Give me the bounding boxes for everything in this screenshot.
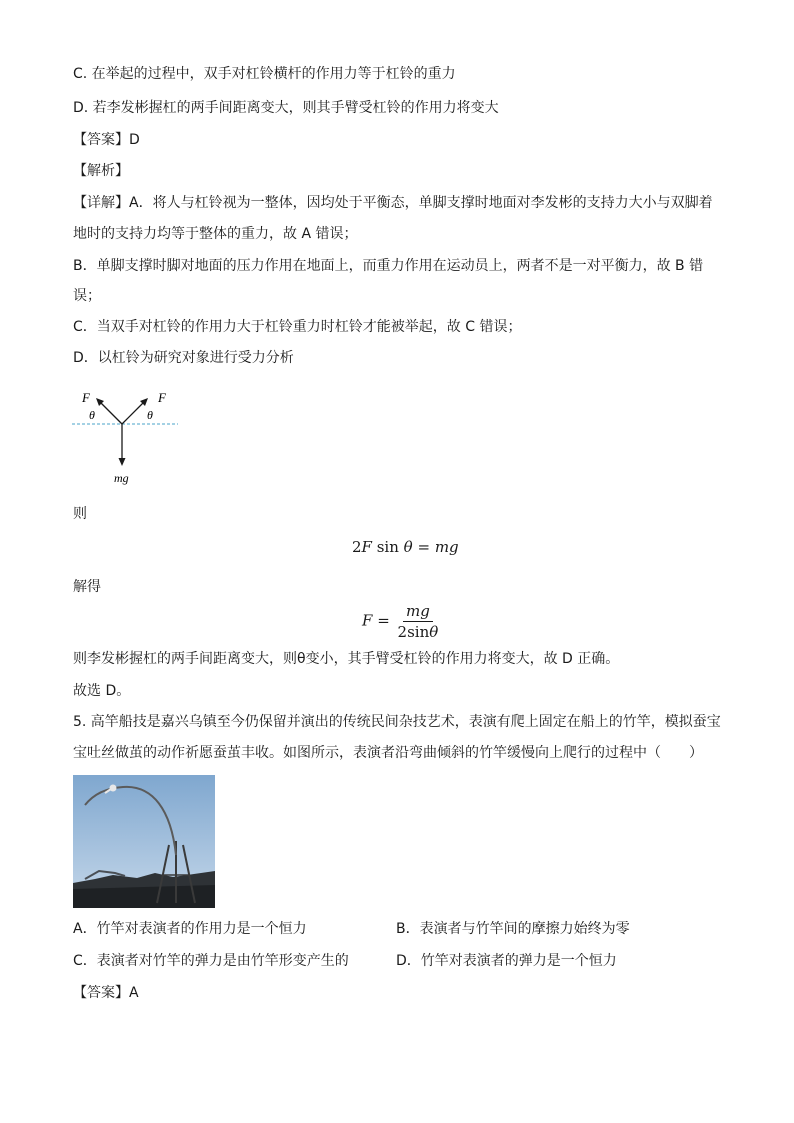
force-diagram — [70, 385, 190, 490]
choose-line: 故选 D。 — [73, 683, 131, 699]
right-angle-label: θ — [147, 408, 153, 422]
solve-label: 解得 — [73, 579, 101, 595]
option-a: A．竹竿对表演者的作用力是一个恒力 — [73, 921, 307, 937]
left-force-label: F — [82, 390, 90, 405]
option-d-line: D. 若李发彬握杠的两手间距离变大，则其手臂受杠铃的作用力将变大 — [73, 100, 499, 116]
detail-a-line-1: 【详解】A．将人与杠铃视为一整体，因均处于平衡态，单脚支撑时地面对李发彬的支持力大小与双脚着 — [73, 195, 713, 211]
equation-solution: F = $\frac{mg}{2\sin\theta}$ — [362, 602, 439, 641]
left-force-arrow — [99, 401, 122, 424]
equation-balance: 2F sin θ = mg — [352, 538, 459, 556]
answer-label-2: 【答案】A — [73, 985, 139, 1001]
option-c-line: C. 在举起的过程中，双手对杠铃横杆的作用力等于杠铃的重力 — [73, 66, 456, 82]
then-label: 则 — [73, 506, 87, 522]
option-d: D．竹竿对表演者的弹力是一个恒力 — [396, 953, 617, 969]
weight-arrowhead — [119, 458, 126, 466]
detail-c-line: C．当双手对杠铃的作用力大于杠铃重力时杠铃才能被举起，故 C 错误； — [73, 319, 522, 335]
answer-label: 【答案】D — [73, 132, 140, 148]
detail-a-line-2: 地时的支持力均等于整体的重力，故 A 错误； — [73, 226, 358, 242]
detail-b-line-2: 误； — [73, 288, 101, 304]
option-b: B．表演者与竹竿间的摩擦力始终为零 — [396, 921, 630, 937]
option-c: C．表演者对竹竿的弹力是由竹竿形变产生的 — [73, 953, 349, 969]
weight-label: mg — [114, 471, 129, 485]
pole-photo — [73, 775, 215, 908]
right-force-arrow — [122, 401, 145, 424]
question-5: 5. 高竿船技是嘉兴乌镇至今仍保留并演出的传统民间杂技艺术，表演有爬上固定在船上的竹竿，模拟蚕宝宝吐丝做茧的动作祈愿蚕茧丰收。如图所示，表演者沿弯曲倾斜的竹竿缓慢向上爬行的过程中（ ） — [73, 714, 721, 761]
right-force-label: F — [158, 390, 166, 405]
detail-b-line-1: B．单脚支撑时脚对地面的压力作用在地面上，而重力作用在运动员上，两者不是一对平衡力，故 B 错 — [73, 258, 704, 274]
analysis-label: 【解析】 — [73, 163, 129, 179]
left-angle-label: θ — [89, 408, 95, 422]
detail-d-line: D．以杠铃为研究对象进行受力分析 — [73, 350, 294, 366]
conclusion-line: 则李发彬握杠的两手间距离变大，则θ变小，其手臂受杠铃的作用力将变大，故 D 正确。 — [73, 651, 620, 667]
